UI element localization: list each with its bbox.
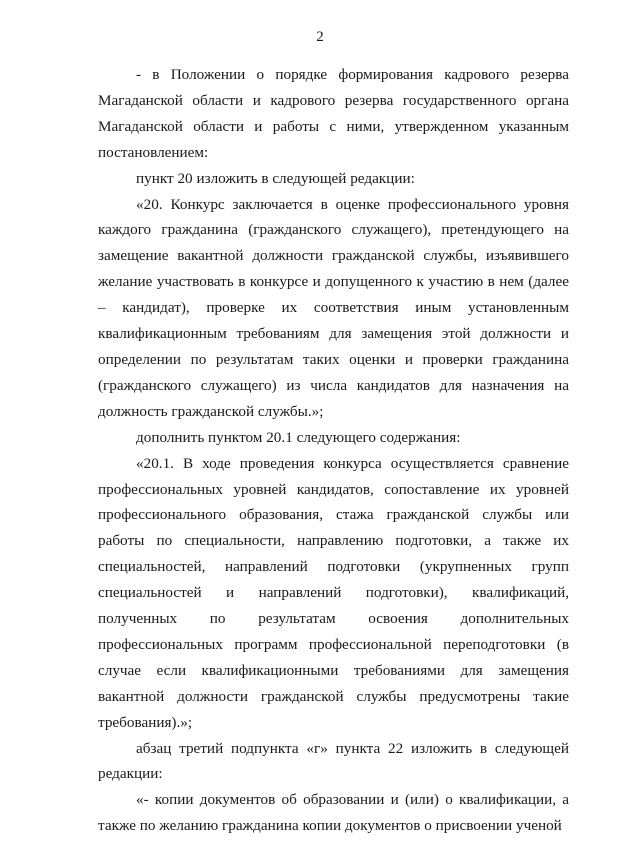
paragraph-item-20-1-instruction: дополнить пунктом 20.1 следующего содержания:: [136, 428, 461, 446]
paragraph-item-20-1-text: «20.1. В ходе проведения конкурса осуществляется сравнение профессиональных уровней кандидатов, сопоставление их уровней профессионального образования, стажа гражданской службы или работы по специальности, направлению подготовки, а также их специальностей, направлений подготовки (укрупненных групп специальностей и направлений подготовки), квалификаций, полученных по результатам освоения дополнительных профессиональных программ профессиональной переподготовки (в случае если квалификационными требованиями для замещения вакантной должности гражданской службы предусмотрены такие требования).»;: [98, 454, 569, 731]
paragraph-item-22-text: «- копии документов об образовании и (или) о квалификации, а также по желанию гражданина копии документов о присвоении ученой: [98, 791, 569, 835]
paragraph-regulation-amendment: - в Положении о порядке формирования кадрового резерва Магаданской области и кадрового резерва государственного органа Магаданской области и работы с ними, утвержденном указанным постановлением:: [98, 66, 569, 161]
paragraph-item-20-instruction: пункт 20 изложить в следующей редакции:: [136, 169, 415, 187]
document-body: [98, 62, 569, 839]
paragraph-item-22-instruction: абзац третий подпункта «г» пункта 22 изложить в следующей редакции:: [98, 739, 569, 783]
paragraph-item-20-text: «20. Конкурс заключается в оценке профессионального уровня каждого гражданина (гражданского служащего), претендующего на замещение вакантной должности гражданской службы, изъявившего желание участвовать в конкурсе и допущенного к участию в нем (далее – кандидат), проверке их соответствия иным установленным квалификационным требованиям для замещения этой должности и определении по результатам таких оценки и проверки гражданина (гражданского служащего) из числа кандидатов для назначения на должность гражданской службы.»;: [98, 195, 569, 420]
page-number: 2: [316, 29, 324, 45]
